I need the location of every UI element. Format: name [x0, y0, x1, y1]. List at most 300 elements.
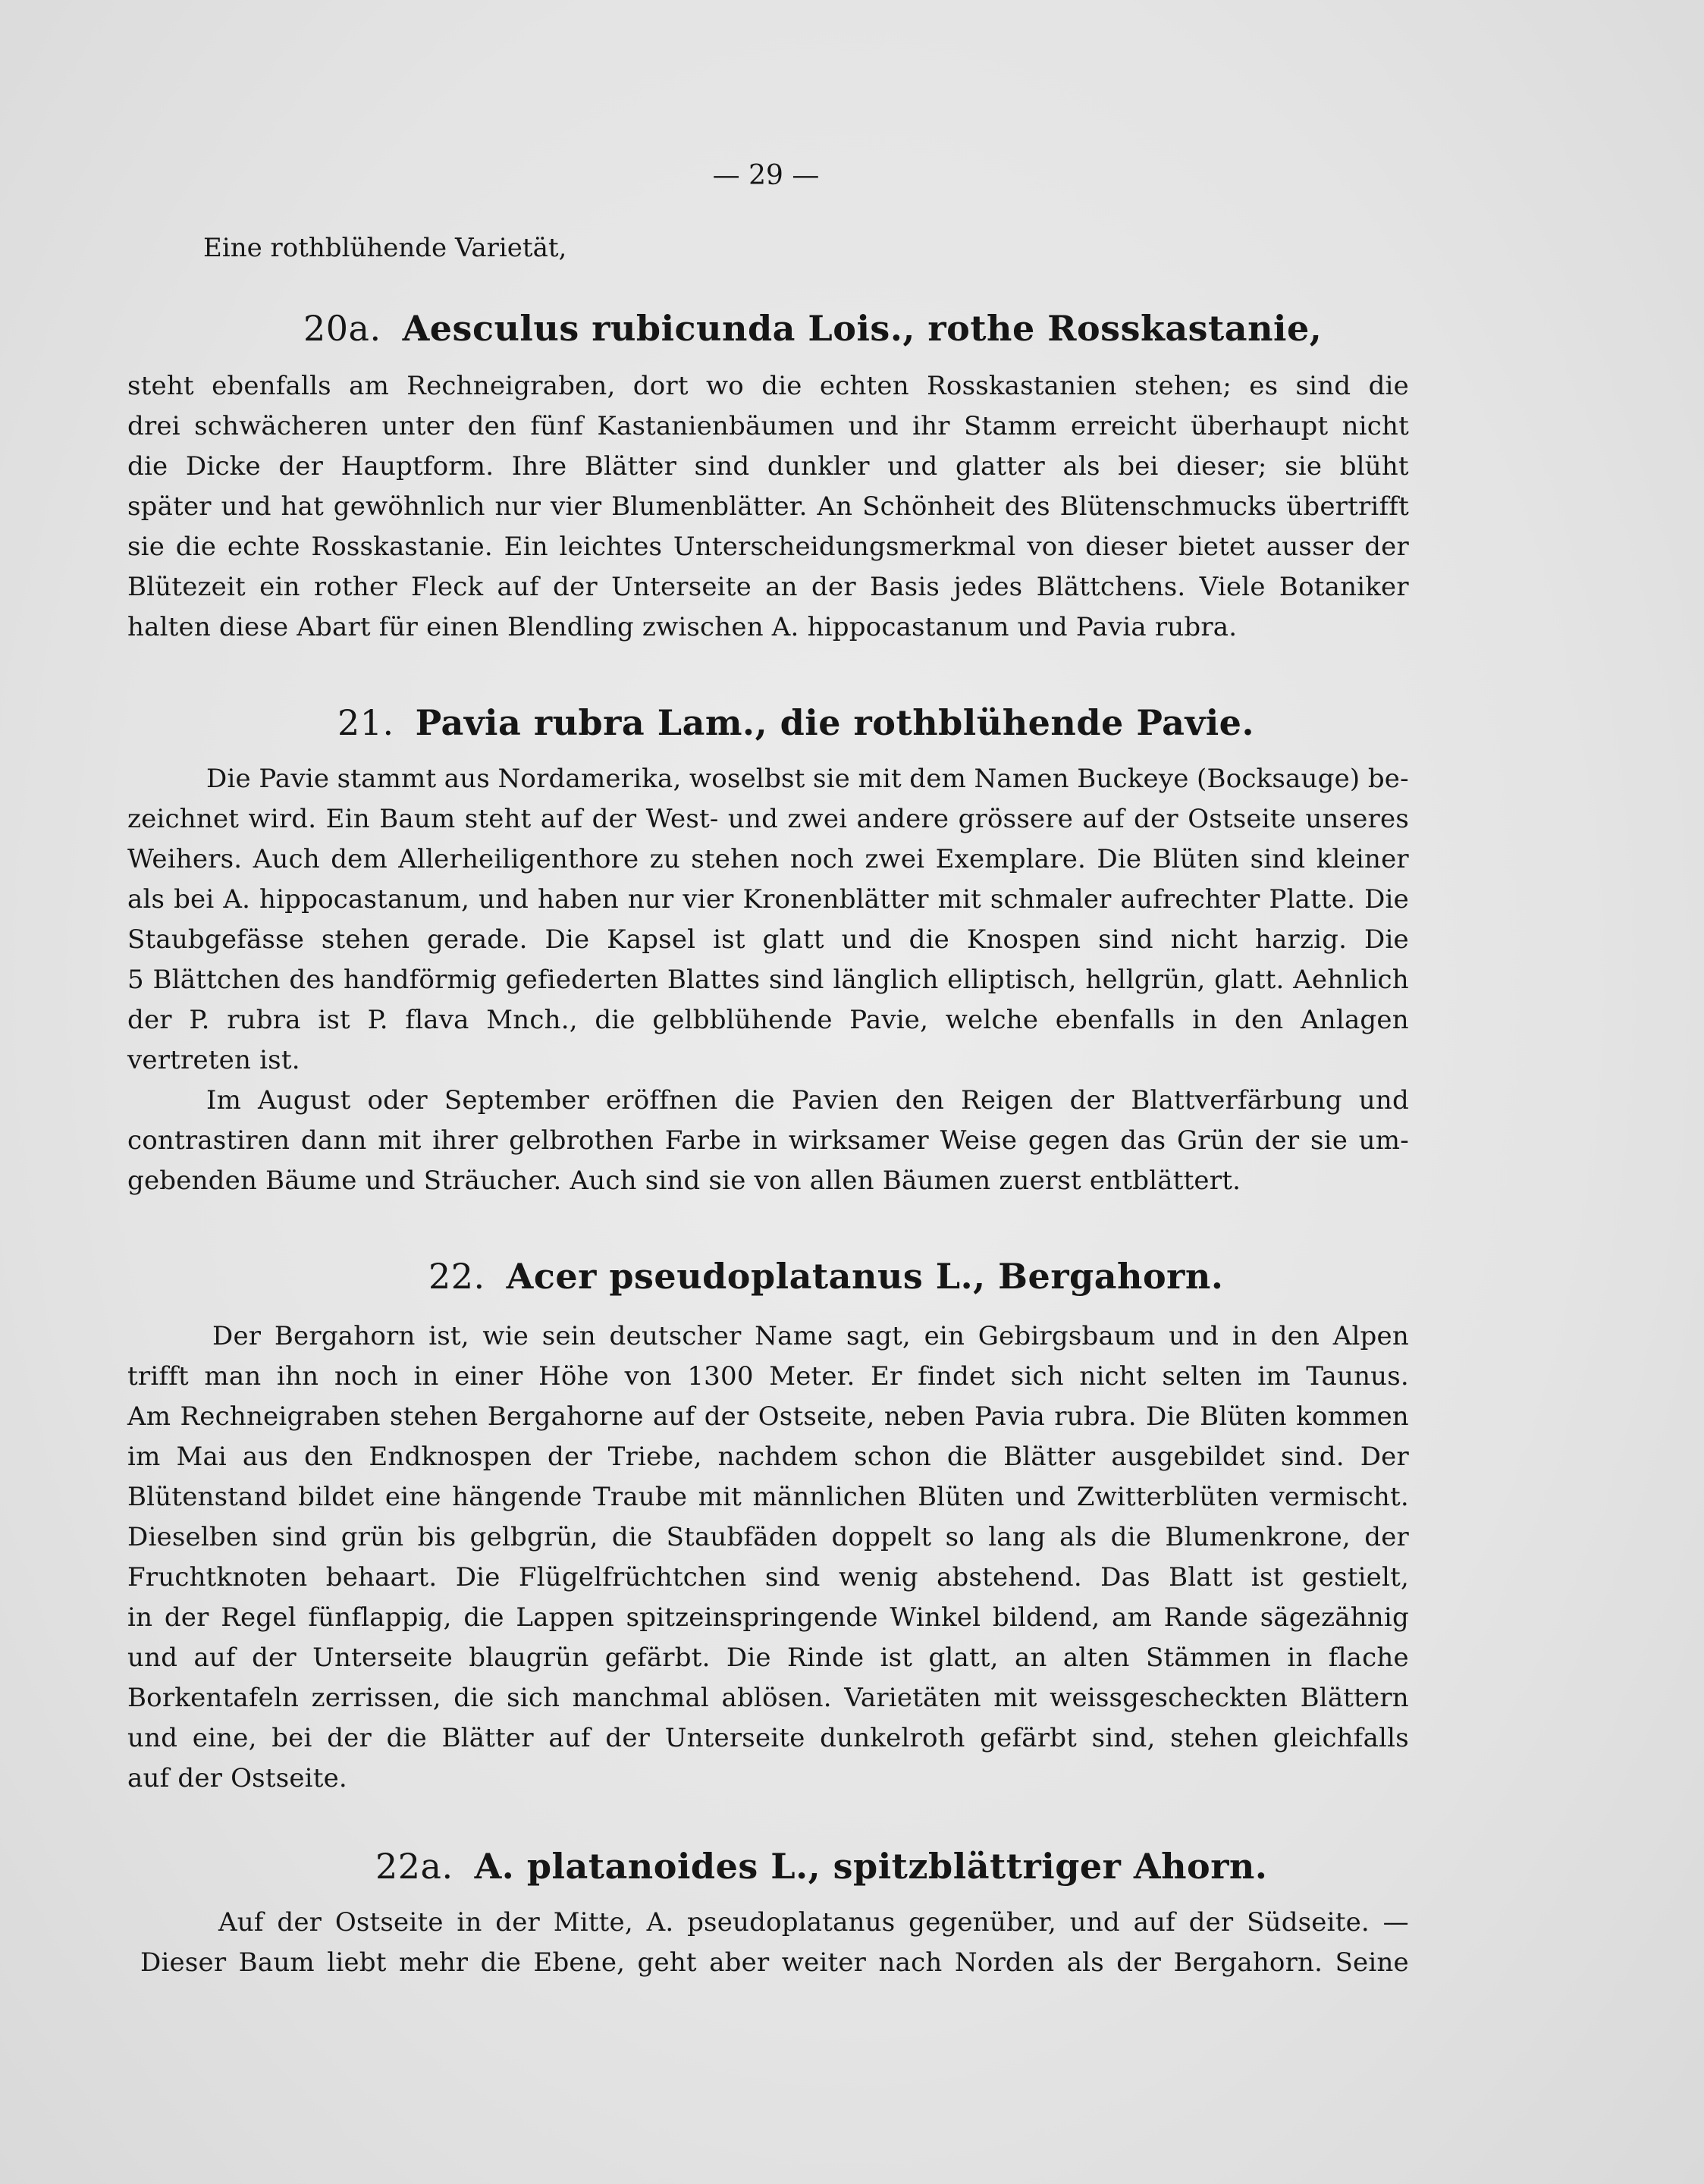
word: in [457, 1907, 482, 1938]
word: Botaniker [1279, 572, 1409, 602]
word: gleichfalls [1273, 1723, 1409, 1753]
word: Blüten [918, 1482, 1005, 1512]
word: nachdem [717, 1442, 839, 1472]
word: zwei [787, 804, 848, 834]
word: welche [945, 1005, 1039, 1035]
word: echten [819, 371, 909, 401]
word: Auf [218, 1907, 264, 1938]
word: gegen [1028, 1125, 1109, 1156]
paragraph-line [127, 1721, 1409, 1755]
word: den [1270, 1321, 1320, 1351]
paragraph-line [127, 883, 1409, 916]
word: Rechneigraben [180, 1401, 381, 1432]
word: deutscher [609, 1321, 742, 1351]
word: Platte. [1269, 884, 1356, 915]
paragraph-line [127, 843, 1409, 876]
word: der [1116, 1947, 1162, 1978]
word: die [453, 1683, 494, 1713]
intro-line: Eine rothblühende Varietät, [203, 233, 567, 263]
section-number: 22a. [375, 1846, 453, 1887]
word: der [327, 1723, 372, 1753]
word: Blütenstand [127, 1482, 287, 1512]
word: unter [381, 411, 454, 441]
word: Ebene, [533, 1947, 626, 1978]
word: Buckeye [1077, 764, 1189, 794]
word: Winkel [890, 1602, 981, 1633]
paragraph-line [212, 1320, 1409, 1353]
word: als [1059, 1522, 1097, 1552]
word: ist [318, 1005, 350, 1035]
word: aufrechter [1120, 884, 1260, 915]
word: Blättern [1300, 1683, 1409, 1713]
word: sind [1250, 844, 1306, 874]
word: der [164, 1602, 209, 1633]
word: den [304, 1442, 353, 1472]
word: dem [909, 764, 967, 794]
word: contrastiren [127, 1125, 290, 1156]
word: aber [709, 1947, 770, 1978]
word: leichtes [559, 532, 663, 562]
word: stehen [691, 844, 780, 874]
word: haben [538, 884, 619, 915]
word: übertrifft [1286, 491, 1409, 522]
word: An [817, 491, 853, 522]
word: hängende [452, 1482, 582, 1512]
word: am [1112, 1602, 1152, 1633]
word: aus [242, 1442, 289, 1472]
word: Pavie, [849, 1005, 929, 1035]
word: der [127, 1005, 172, 1035]
word: schon [854, 1442, 931, 1472]
word: in [1232, 1321, 1258, 1351]
section-number: 21. [337, 702, 394, 743]
word: dieser; [1176, 451, 1267, 482]
word: ist [880, 1643, 913, 1673]
word: P. [189, 1005, 210, 1035]
word: mit [378, 1125, 422, 1156]
word: findet [918, 1361, 996, 1392]
word: Er [871, 1361, 902, 1392]
word: Reigen [961, 1085, 1053, 1116]
word: Mai [176, 1442, 227, 1472]
word: Name [755, 1321, 833, 1351]
word: Knospen [966, 924, 1081, 955]
word: auf [1133, 1907, 1175, 1938]
word: sind [694, 451, 750, 482]
word: Triebe, [607, 1442, 702, 1472]
word: wie [482, 1321, 529, 1351]
word: doppelt [831, 1522, 932, 1552]
word: als [1066, 1947, 1104, 1978]
word: im [1257, 1361, 1291, 1392]
word: die [734, 1085, 775, 1116]
word: Blüten [1152, 844, 1240, 874]
word: Endknospen [369, 1442, 532, 1472]
word: Rande [1163, 1602, 1249, 1633]
word: August [258, 1085, 351, 1116]
word: — [1382, 1907, 1409, 1938]
word: grössere [958, 804, 1074, 834]
word: des [1004, 491, 1050, 522]
paragraph-line [127, 570, 1409, 604]
paragraph-line [127, 1641, 1409, 1674]
word: rubra. [1054, 1401, 1137, 1432]
word: es [1249, 371, 1279, 401]
word: Blätter [584, 451, 677, 482]
word: und [1069, 1907, 1120, 1938]
word: glatt, [928, 1643, 999, 1673]
word: vier [683, 884, 734, 915]
word: ein [259, 572, 300, 602]
word: des [289, 965, 335, 995]
word: Unterseite [312, 1643, 453, 1673]
word: sind [764, 1562, 821, 1592]
word: Norden [954, 1947, 1055, 1978]
word: eine [384, 1482, 441, 1512]
word: Stämmen [1145, 1643, 1272, 1673]
word: gelbgrün, [469, 1522, 598, 1552]
word: gestielt, [1301, 1562, 1409, 1592]
word: den [467, 411, 517, 441]
word: die [175, 532, 217, 562]
word: Die [1146, 1401, 1191, 1432]
paragraph-line [140, 1946, 1409, 1979]
word: kleiner [1316, 844, 1409, 874]
word: blaugrün [469, 1643, 589, 1673]
word: in [1287, 1643, 1313, 1673]
word: sie [1285, 451, 1323, 482]
word: sein [541, 1321, 596, 1351]
word: die [946, 1442, 988, 1472]
word: der [592, 804, 637, 834]
word: der [252, 1643, 297, 1673]
word: Aehnlich [1293, 965, 1409, 995]
word: Ihre [511, 451, 567, 482]
paragraph-line [127, 1003, 1409, 1037]
word: die [908, 924, 950, 955]
word: Meter. [769, 1361, 855, 1392]
word: die [595, 1005, 635, 1035]
word: ausgebildet [1111, 1442, 1266, 1472]
word: auf [193, 1643, 236, 1673]
word: die [761, 371, 802, 401]
word: eine, [192, 1723, 257, 1753]
word: echte [227, 532, 300, 562]
word: Unterseite [611, 572, 752, 602]
word: trifft [127, 1361, 189, 1392]
word: der [605, 1723, 651, 1753]
word: stehen [390, 1401, 479, 1432]
word: sind [271, 1522, 328, 1552]
word: den [1235, 1005, 1284, 1035]
word: dunkelroth [820, 1723, 965, 1753]
word: mehr [398, 1947, 469, 1978]
paragraph-line [127, 1601, 1409, 1634]
word: nur [494, 491, 541, 522]
paragraph-line [127, 923, 1409, 956]
word: Flügelfrüchtchen [518, 1562, 747, 1592]
word: in [1192, 1005, 1218, 1035]
word: Seine [1335, 1947, 1409, 1978]
word: West- [645, 804, 719, 834]
word: und [848, 411, 899, 441]
word: dort [632, 371, 689, 401]
word: handförmig [344, 965, 497, 995]
word: Der [212, 1321, 262, 1351]
section-title: Pavia rubra Lam., die rothblühende Pavie. [415, 702, 1254, 743]
word: gerade. [427, 924, 528, 955]
word: geht [637, 1947, 697, 1978]
word: und [221, 491, 271, 522]
word: gefärbt [980, 1723, 1078, 1753]
word: dieser [1085, 532, 1168, 562]
paragraph-line [218, 1906, 1409, 1939]
word: mit [993, 1683, 1037, 1713]
word: um- [1358, 1125, 1409, 1156]
word: andere [856, 804, 949, 834]
word: sind, [1091, 1723, 1156, 1753]
word: Auch [253, 844, 320, 874]
word: Die [1364, 884, 1409, 915]
word: nur [627, 884, 674, 915]
word: 5 [127, 965, 144, 995]
word: und [127, 1723, 178, 1753]
paragraph-line [127, 1681, 1409, 1715]
word: Fleck [411, 572, 484, 602]
word: Zwitterblüten [1076, 1482, 1259, 1512]
word: A. [223, 884, 251, 915]
word: Blätter [441, 1723, 534, 1753]
word: gelbrothen [509, 1125, 654, 1156]
word: der [704, 1401, 749, 1432]
word: nicht [1342, 411, 1409, 441]
word: einer [454, 1361, 523, 1392]
word: Die [1364, 924, 1409, 955]
word: glatt [762, 924, 824, 955]
word: stehen; [1134, 371, 1232, 401]
word: Unterscheidungsmerkmal [673, 532, 1016, 562]
paragraph-line: halten diese Abart für einen Blendling zwischen A. hippocastanum und Pavia rubra. [127, 612, 1238, 642]
word: wo [706, 371, 744, 401]
paragraph-line [127, 1400, 1409, 1433]
word: Bergahorn [274, 1321, 416, 1351]
word: ist [713, 924, 745, 955]
word: bietet [1178, 532, 1256, 562]
word: Pavia [974, 1401, 1045, 1432]
word: Höhe [538, 1361, 610, 1392]
word: der [1364, 532, 1409, 562]
paragraph-line: auf der Ostseite. [127, 1763, 347, 1793]
word: der [553, 572, 598, 602]
word: blüht [1339, 451, 1409, 482]
word: Varietäten [844, 1683, 981, 1713]
word: Rechneigraben, [406, 371, 616, 401]
word: Unterseite [664, 1723, 805, 1753]
page-number: — 29 — [712, 160, 820, 191]
word: wirksamer [788, 1125, 929, 1156]
paragraph-line [127, 1520, 1409, 1554]
word: die [611, 1522, 653, 1552]
word: gegenüber, [908, 1907, 1056, 1938]
word: der [495, 1907, 541, 1938]
paragraph-line [127, 1561, 1409, 1594]
word: Staubfäden [666, 1522, 818, 1552]
word: Blätter [1003, 1442, 1096, 1472]
word: den [895, 1085, 945, 1116]
word: im [127, 1442, 161, 1472]
word: rother [313, 572, 397, 602]
word: Schönheit [862, 491, 996, 522]
section-heading-21 [337, 701, 1254, 744]
word: die [1368, 371, 1409, 401]
section-heading-22 [428, 1255, 1223, 1298]
word: lang [988, 1522, 1046, 1552]
word: weiter [781, 1947, 867, 1978]
word: drei [127, 411, 180, 441]
word: wenig [838, 1562, 918, 1592]
word: sie [127, 532, 165, 562]
word: Allerheiligenthore [398, 844, 639, 874]
word: Kastanienbäumen [597, 411, 835, 441]
word: bildet [298, 1482, 375, 1512]
word: in [127, 1602, 153, 1633]
word: gefiederten [505, 965, 659, 995]
word: männlichen [752, 1482, 907, 1512]
word: auf [548, 1723, 591, 1753]
word: Ostseite [334, 1907, 444, 1938]
word: zerrissen, [311, 1683, 441, 1713]
word: spitzeinspringende [626, 1602, 878, 1633]
section-number: 20a. [303, 308, 381, 349]
paragraph-line [127, 410, 1409, 443]
word: nach [878, 1947, 943, 1978]
word: P. [367, 1005, 388, 1035]
word: vier [551, 491, 602, 522]
word: an [1014, 1643, 1047, 1673]
word: Im [206, 1085, 242, 1116]
word: Taunus. [1306, 1361, 1409, 1392]
word: sind. [1281, 1442, 1345, 1472]
word: der [1254, 1125, 1300, 1156]
word: und [887, 451, 938, 482]
word: man [204, 1361, 262, 1392]
word: der [277, 1907, 322, 1938]
word: manchmal [572, 1683, 709, 1713]
word: Viele [1199, 572, 1266, 602]
word: flava [405, 1005, 469, 1035]
word: und [1015, 1482, 1066, 1512]
section-title: A. platanoides L., spitzblättriger Ahorn. [474, 1846, 1268, 1887]
word: Das [1100, 1562, 1150, 1592]
word: 1300 [687, 1361, 754, 1392]
word: als [127, 884, 165, 915]
word: harzig. [1254, 924, 1348, 955]
word: grün [340, 1522, 404, 1552]
word: Farbe [664, 1125, 742, 1156]
word: alten [1062, 1643, 1130, 1673]
word: weissgescheckten [1050, 1683, 1288, 1713]
word: Weise [940, 1125, 1018, 1156]
word: Blüten [1200, 1401, 1287, 1432]
word: Alpen [1332, 1321, 1409, 1351]
word: sie [812, 764, 850, 794]
word: der [811, 572, 856, 602]
word: Die [206, 764, 251, 794]
section-title: Aesculus rubicunda Lois., rothe Rosskastanie, [402, 308, 1323, 349]
word: woselbst [689, 764, 805, 794]
word: gefärbt. [604, 1643, 711, 1673]
paragraph-line [127, 802, 1409, 836]
word: Nordamerika, [497, 764, 682, 794]
word: auf [497, 572, 539, 602]
paragraph-line [127, 530, 1409, 563]
word: Exemplare. [935, 844, 1087, 874]
word: Gebirgsbaum [978, 1321, 1156, 1351]
word: ebenfalls [212, 371, 331, 401]
paragraph-line [127, 963, 1409, 996]
word: Rosskastanie. [311, 532, 493, 562]
word: September [444, 1085, 589, 1116]
word: Die [544, 924, 590, 955]
word: Lappen [516, 1602, 614, 1633]
word: der [1188, 1907, 1234, 1938]
word: die [480, 1947, 522, 1978]
section-heading-20a [303, 307, 1322, 350]
word: glatter [955, 451, 1045, 482]
word: ablösen. [721, 1683, 832, 1713]
paragraph-line [127, 1440, 1409, 1473]
word: Baum [238, 1947, 315, 1978]
word: Basis [870, 572, 940, 602]
word: und [1358, 1085, 1409, 1116]
word: von [1027, 532, 1075, 562]
word: länglich [833, 965, 939, 995]
paragraph-line [127, 1124, 1409, 1157]
word: Rosskastanien [927, 371, 1117, 401]
word: und [478, 884, 529, 915]
word: steht [464, 804, 532, 834]
word: Ein [325, 804, 370, 834]
section-number: 22. [428, 1256, 485, 1297]
word: überhaupt [1191, 411, 1329, 441]
word: ist [1251, 1562, 1284, 1592]
word: flache [1328, 1643, 1409, 1673]
word: steht [127, 371, 194, 401]
word: glatt. [1214, 965, 1285, 995]
word: Ein [504, 532, 548, 562]
word: Blättchen [152, 965, 281, 995]
word: in [413, 1361, 439, 1392]
word: fünflappig, [308, 1602, 452, 1633]
word: auf [653, 1401, 695, 1432]
word: selten [1162, 1361, 1242, 1392]
word: ihr [912, 411, 950, 441]
word: Südseite. [1247, 1907, 1370, 1938]
word: jedes [953, 572, 1023, 602]
word: dunkler [767, 451, 870, 482]
paragraph-line: vertreten ist. [127, 1045, 300, 1075]
word: stammt [337, 764, 437, 794]
word: bei [174, 884, 215, 915]
word: Ostseite [1188, 804, 1297, 834]
word: Blatt [1169, 1562, 1233, 1592]
word: auf [1082, 804, 1125, 834]
word: Dieselben [127, 1522, 259, 1552]
word: der [547, 1442, 592, 1472]
word: und [1169, 1321, 1219, 1351]
word: Bergahorn. [1173, 1947, 1323, 1978]
word: Rinde [787, 1643, 865, 1673]
